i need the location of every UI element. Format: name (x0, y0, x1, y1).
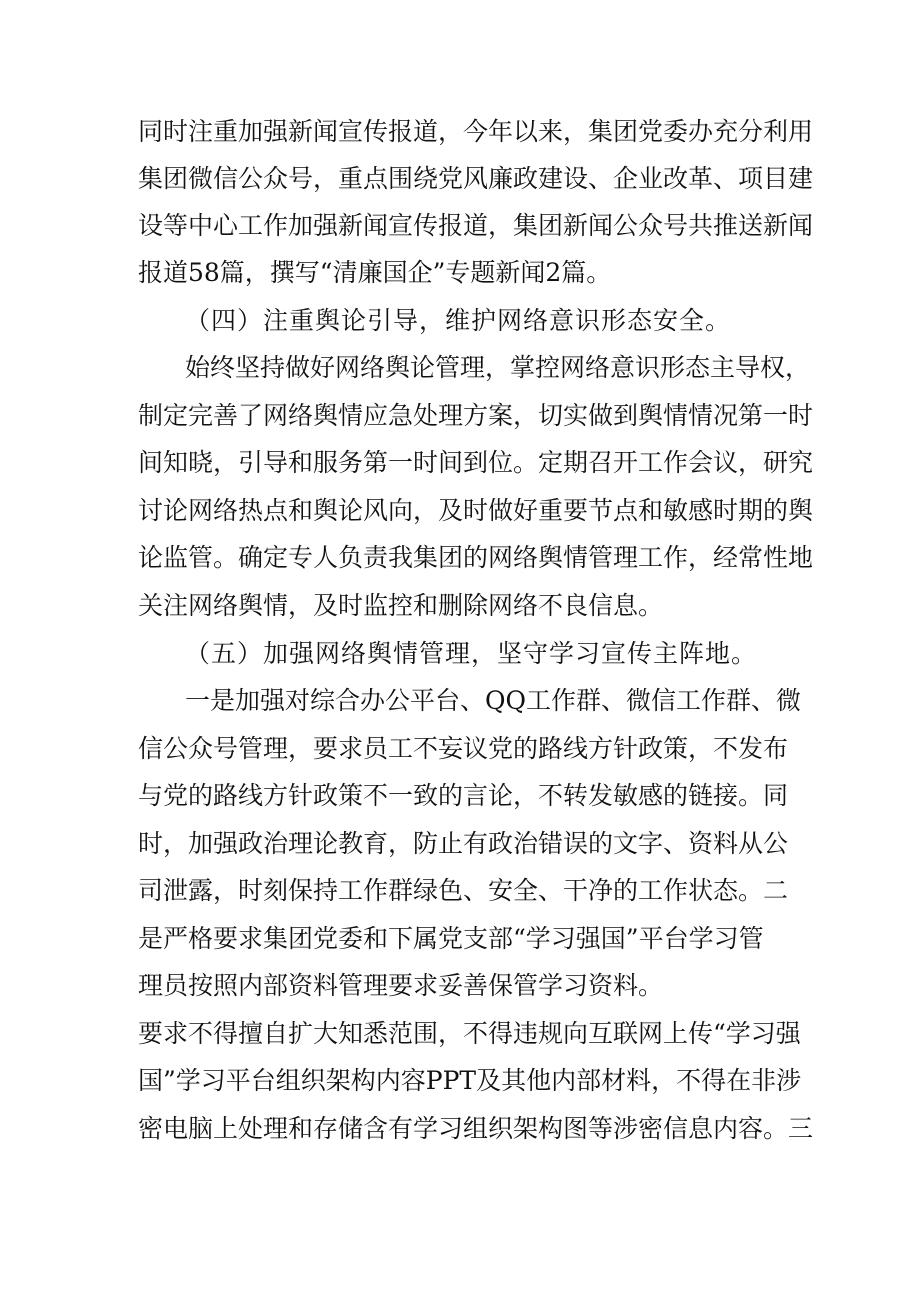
text-line: 一是加强对综合办公平台、QQ工作群、微信工作群、微 (185, 686, 801, 715)
text-line: 报道58篇，撰写“清廉国企”专题新闻2篇。 (138, 258, 612, 287)
text-line: 间知晓，引导和服务第一时间到位。定期召开工作会议，研究 (138, 448, 814, 477)
text-line: 讨论网络热点和舆论风向，及时做好重要节点和敏感时期的舆 (138, 496, 814, 525)
section-heading-five: （五）加强网络舆情管理，坚守学习宣传主阵地。 (185, 639, 758, 668)
text-line: 与党的路线方针政策不一致的言论，不转发敏感的链接。同 (138, 781, 789, 810)
text-line: 论监管。确定专人负责我集团的网络舆情管理工作，经常性地 (138, 543, 814, 572)
text-line: 同时注重加强新闻宣传报道，今年以来，集团党委办充分利用 (138, 117, 814, 146)
text-line: 信公众号管理，要求员工不妄议党的路线方针政策，不发布 (138, 734, 789, 763)
text-line: 司泄露，时刻保持工作群绿色、安全、干净的工作状态。二 (138, 876, 789, 905)
text-line: 要求不得擅自扩大知悉范围，不得违规向互联网上传“学习强 (138, 1019, 801, 1048)
text-line: 是严格要求集团党委和下属党支部“学习强国”平台学习管 (138, 924, 764, 953)
text-line: 制定完善了网络舆情应急处理方案，切实做到舆情情况第一时 (138, 401, 814, 430)
text-line: 关注网络舆情，及时监控和删除网络不良信息。 (138, 591, 664, 620)
text-line: 始终坚持做好网络舆论管理，掌控网络意识形态主导权， (185, 353, 811, 382)
text-line: 密电脑上处理和存储含有学习组织架构图等涉密信息内容。三 (138, 1114, 814, 1143)
text-line: 集团微信公众号，重点围绕党风廉政建设、企业改革、项目建 (138, 164, 814, 193)
text-line: 时，加强政治理论教育，防止有政治错误的文字、资料从公 (138, 829, 789, 858)
text-line: 国”学习平台组织架构内容PPT及其他内部材料，不得在非涉 (138, 1066, 802, 1095)
section-heading-four: （四）注重舆论引导，维护网络意识形态安全。 (185, 306, 732, 335)
text-line: 设等中心工作加强新闻宣传报道，集团新闻公众号共推送新闻 (138, 211, 814, 240)
text-line: 理员按照内部资料管理要求妥善保管学习资料。 (138, 971, 664, 1000)
